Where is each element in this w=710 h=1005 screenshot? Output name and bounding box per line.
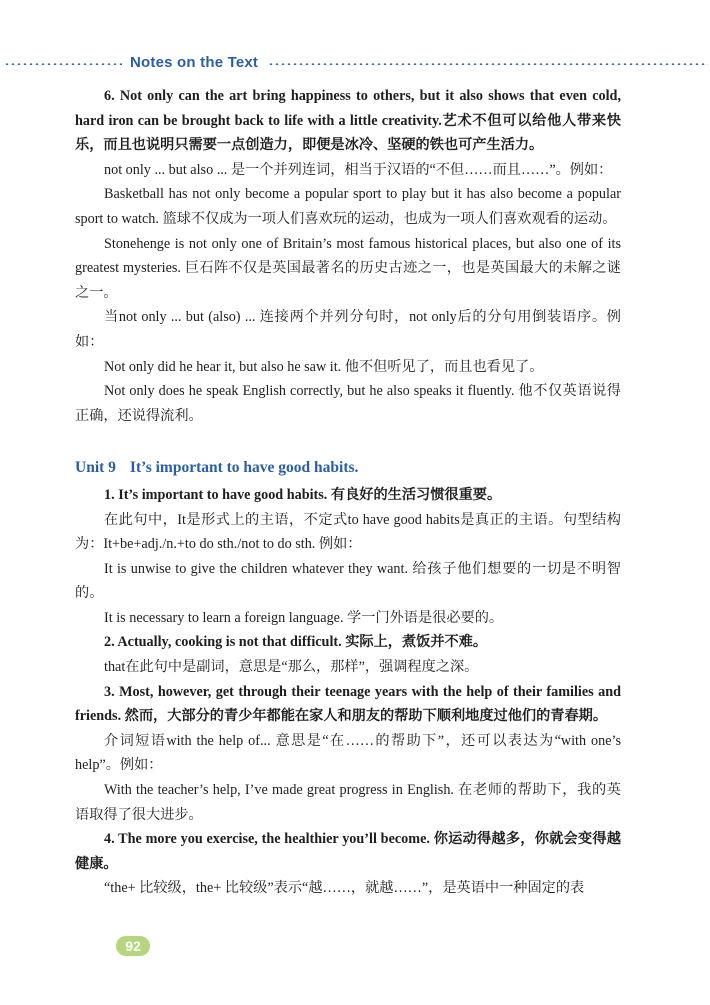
section-header: [0, 52, 710, 76]
page-number-badge: 92: [116, 936, 150, 956]
note-6-english: 6. Not only can the art bring happiness to others, but it also shows that even cold, hard iron can be brought back to life with a little creativity.: [75, 88, 621, 129]
note-2-english: 2. Actually, cooking is not that difficult.: [104, 634, 342, 651]
unit-title: It’s important to have good habits.: [129, 459, 359, 477]
dotted-rule-left: [4, 63, 122, 65]
section-gap: [75, 428, 621, 442]
note-2-chinese: 实际上，煮饭并不难。: [345, 634, 488, 651]
note-6-chinese: 艺术不但可以给他人带来快乐，而且也说明只需要一点创造力，即便是冰冷、坚硬的铁也可产生活力。: [75, 112, 621, 154]
paragraph: “the+ 比较级，the+ 比较级”表示“越……，就越……”，是英语中一种固定的表: [104, 880, 585, 897]
example-sentence: Not only did he hear it, but also he saw it. 他不但听见了，而且也看见了。: [104, 358, 544, 375]
note-4-chinese: 你运动得越多，你就会变得越健康。: [75, 831, 621, 872]
note-3-chinese: 然而，大部分的青少年都能在家人和朋友的帮助下顺利地度过他们的青春期。: [124, 708, 608, 725]
note-3-heading: [75, 680, 621, 729]
paragraph: that在此句中是副词，意思是“那么，那样”，强调程度之深。: [104, 659, 479, 676]
unit-heading: [75, 456, 621, 481]
dotted-rule-right: [268, 63, 708, 65]
paragraph: 在此句中，It是形式上的主语，不定式to have good habits是真正的主语。句型结构为：It+be+adj./n.+to do sth./not to do sth. 例如：: [75, 511, 621, 553]
note-4-heading: [75, 827, 621, 876]
section-title: Notes on the Text: [130, 54, 259, 71]
page-content: [75, 84, 621, 901]
example-sentence: Basketball has not only become a popular sport to play but it has also become a popular sport to watch. 篮球不仅成为一项人们喜欢玩的运动，也成为一项人们喜欢观看的运动。: [75, 186, 621, 227]
paragraph: 当not only ... but (also) ... 连接两个并列分句时，not only后的分句用倒装语序。例如：: [75, 309, 621, 350]
example-sentence: Stonehenge is not only one of Britain’s most famous historical places, but also one of its greatest mysteries. 巨石阵不仅是英国最著名的历史古迹之一，也是英国最大的未解之谜之一。: [75, 235, 621, 301]
example-sentence: With the teacher’s help, I’ve made great progress in English. 在老师的帮助下，我的英语取得了很大进步。: [75, 782, 621, 823]
note-1-english: 1. It’s important to have good habits.: [104, 486, 328, 503]
unit-number: Unit 9: [75, 459, 116, 477]
example-sentence: It is necessary to learn a foreign language. 学一门外语是很必要的。: [104, 609, 504, 626]
note-3-english: 3. Most, however, get through their teenage years with the help of their families and friends.: [75, 683, 621, 725]
example-sentence: It is unwise to give the children whatever they want. 给孩子他们想要的一切是不明智的。: [75, 560, 621, 602]
note-6-heading: [75, 84, 621, 158]
example-sentence: Not only does he speak English correctly, but he also speaks it fluently. 他不仅英语说得正确，还说得流利。: [75, 383, 621, 424]
note-1-chinese: 有良好的生活习惯很重要。: [330, 486, 502, 503]
note-1-heading: [75, 483, 621, 508]
note-2-heading: [75, 630, 621, 655]
note-4-english: 4. The more you exercise, the healthier you’ll become.: [104, 831, 430, 848]
paragraph: 介词短语with the help of... 意思是“在……的帮助下”，还可以表达为“with one’s help”。例如：: [75, 732, 621, 774]
paragraph: not only ... but also ... 是一个并列连词，相当于汉语的“不但……而且……”。例如：: [104, 161, 613, 178]
